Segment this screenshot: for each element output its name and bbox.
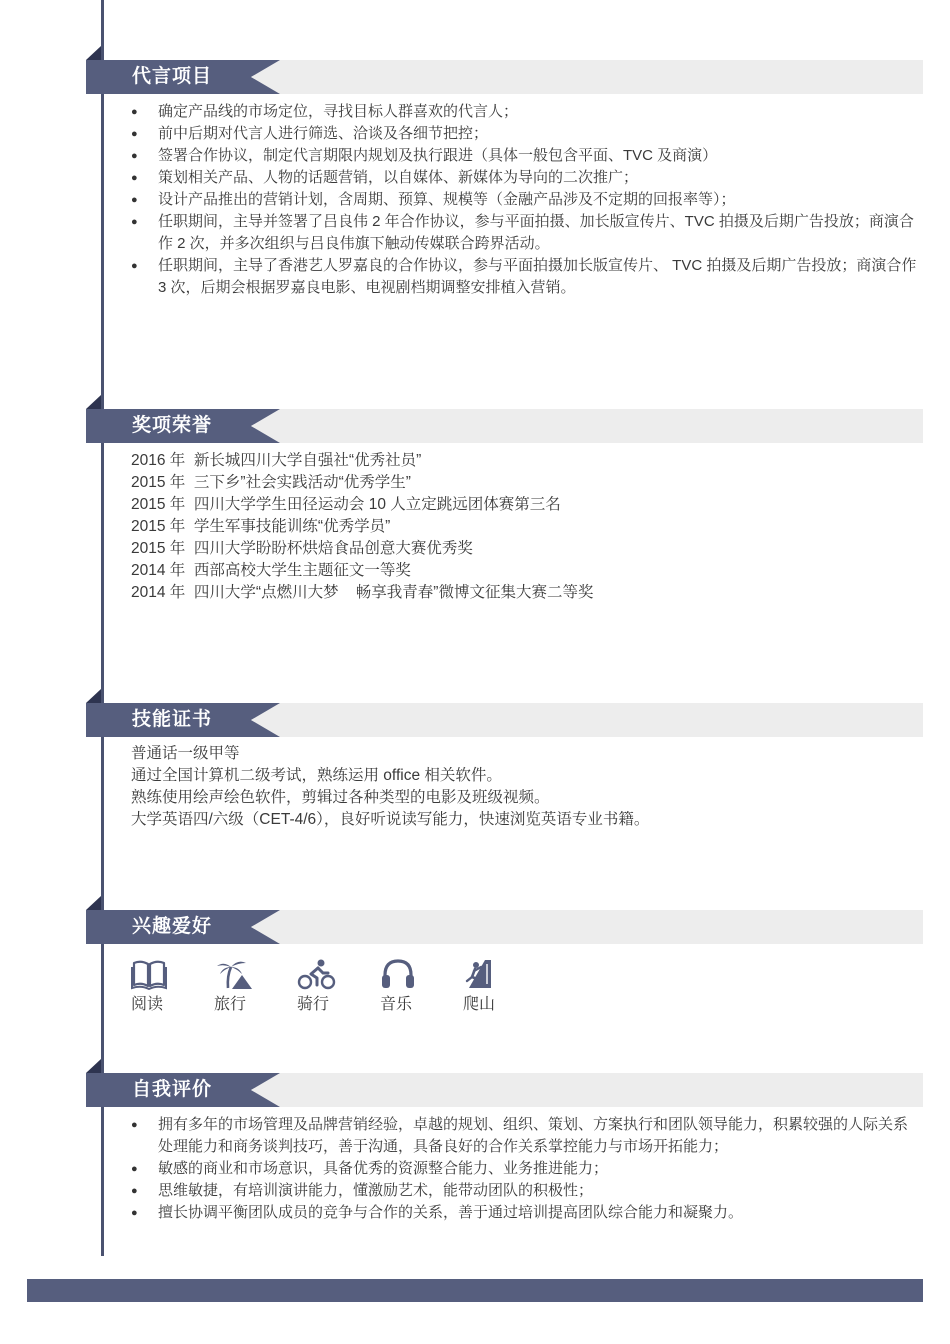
list-item: 普通话一级甲等 xyxy=(131,745,240,762)
list-item: 2015 年 四川大学盼盼杯烘焙食品创意大赛优秀奖 xyxy=(131,540,473,557)
hobby-music xyxy=(380,958,440,1017)
footer-bar xyxy=(27,1279,923,1302)
section-header-endorsement xyxy=(86,60,923,94)
ribbon-fold xyxy=(86,1059,101,1073)
section-title: 代言项目 xyxy=(132,66,213,87)
ribbon-fold xyxy=(86,896,101,910)
list-item: 大学英语四/六级（CET-4/6），良好听说读写能力，快速浏览英语专业书籍。 xyxy=(131,811,650,828)
section-header-hobbies xyxy=(86,910,923,944)
ribbon-fold xyxy=(86,46,101,60)
section-header-bar xyxy=(236,910,923,944)
section-header-skills xyxy=(86,703,923,737)
hobby-label: 阅读 xyxy=(131,996,164,1013)
section-title: 自我评价 xyxy=(132,1079,213,1100)
list-item: ● 策划相关产品、人物的话题营销，以自媒体、新媒体为导向的二次推广； xyxy=(131,167,921,189)
list-item: ● 确定产品线的市场定位，寻找目标人群喜欢的代言人； xyxy=(131,101,921,123)
list-item: 2015 年 四川大学学生田径运动会 10 人立定跳远团体赛第三名 xyxy=(131,496,561,513)
list-item: ● 任职期间，主导并签署了吕良伟 2 年合作协议，参与平面拍摄、加长版宣传片、TVC 拍摄及后期广告投放；商演合作 2 次，并多次组织与吕良伟旗下触动传媒联合跨界活动。 xyxy=(131,211,921,255)
section-header-bar xyxy=(236,703,923,737)
list-item: 2014 年 西部高校大学生主题征文一等奖 xyxy=(131,562,411,579)
ribbon-fold xyxy=(86,395,101,409)
section-title: 奖项荣誉 xyxy=(132,415,213,436)
book-icon xyxy=(131,958,167,990)
ribbon-fold xyxy=(86,689,101,703)
section-title: 兴趣爱好 xyxy=(132,916,213,937)
section-header-self-eval xyxy=(86,1073,923,1107)
section-header-bar xyxy=(236,1073,923,1107)
list-item: ● 敏感的商业和市场意识，具备优秀的资源整合能力、业务推进能力； xyxy=(131,1158,921,1180)
section-header-bar xyxy=(236,60,923,94)
list-item: ● 拥有多年的市场管理及品牌营销经验，卓越的规划、组织、策划、方案执行和团队领导能力，积累较强的人际关系处理能力和商务谈判技巧，善于沟通，具备良好的合作关系掌控能力与市场开拓能力； xyxy=(131,1114,921,1158)
skills-list xyxy=(131,743,649,831)
hobby-label: 爬山 xyxy=(463,996,496,1013)
headphones-icon xyxy=(380,958,416,990)
section-title: 技能证书 xyxy=(132,709,213,730)
section-header-awards xyxy=(86,409,923,443)
hobby-label: 音乐 xyxy=(380,996,413,1013)
list-item: ● 擅长协调平衡团队成员的竞争与合作的关系，善于通过培训提高团队综合能力和凝聚力。 xyxy=(131,1202,921,1224)
list-item: ● 前中后期对代言人进行筛选、洽谈及各细节把控； xyxy=(131,123,921,145)
endorsement-list xyxy=(131,101,921,299)
palm-tree-icon xyxy=(214,958,254,990)
hobby-reading xyxy=(131,958,191,1017)
hobby-climbing xyxy=(463,958,523,1017)
list-item: 2015 年 学生军事技能训练“优秀学员” xyxy=(131,518,391,535)
cyclist-icon xyxy=(297,958,337,990)
list-item: ● 任职期间，主导了香港艺人罗嘉良的合作协议，参与平面拍摄加长版宣传片、 TVC 拍摄及后期广告投放；商演合作 3 次，后期会根据罗嘉良电影、电视剧档期调整安排植入营销。 xyxy=(131,255,921,299)
list-item: 2014 年 四川大学“点燃川大梦 畅享我青春”微博文征集大赛二等奖 xyxy=(131,584,594,601)
list-item: ● 设计产品推出的营销计划，含周期、预算、规模等（金融产品涉及不定期的回报率等）； xyxy=(131,189,921,211)
self-eval-list xyxy=(131,1114,921,1224)
climbing-icon xyxy=(463,958,493,990)
list-item: ● 思维敏捷，有培训演讲能力，懂激励艺术，能带动团队的积极性； xyxy=(131,1180,921,1202)
list-item: 熟练使用绘声绘色软件，剪辑过各种类型的电影及班级视频。 xyxy=(131,789,550,806)
list-item: 2016 年 新长城四川大学自强社“优秀社员” xyxy=(131,452,422,469)
section-header-bar xyxy=(236,409,923,443)
list-item: ● 签署合作协议，制定代言期限内规划及执行跟进（具体一般包含平面、TVC 及商演） xyxy=(131,145,921,167)
hobbies-row xyxy=(131,958,691,1018)
list-item: 2015 年 三下乡”社会实践活动“优秀学生” xyxy=(131,474,411,491)
list-item: 通过全国计算机二级考试，熟练运用 office 相关软件。 xyxy=(131,767,502,784)
hobby-cycling xyxy=(297,958,357,1017)
timeline-line xyxy=(101,0,104,1256)
hobby-label: 旅行 xyxy=(214,996,247,1013)
awards-list xyxy=(131,450,593,604)
hobby-travel xyxy=(214,958,274,1017)
hobby-label: 骑行 xyxy=(297,996,330,1013)
